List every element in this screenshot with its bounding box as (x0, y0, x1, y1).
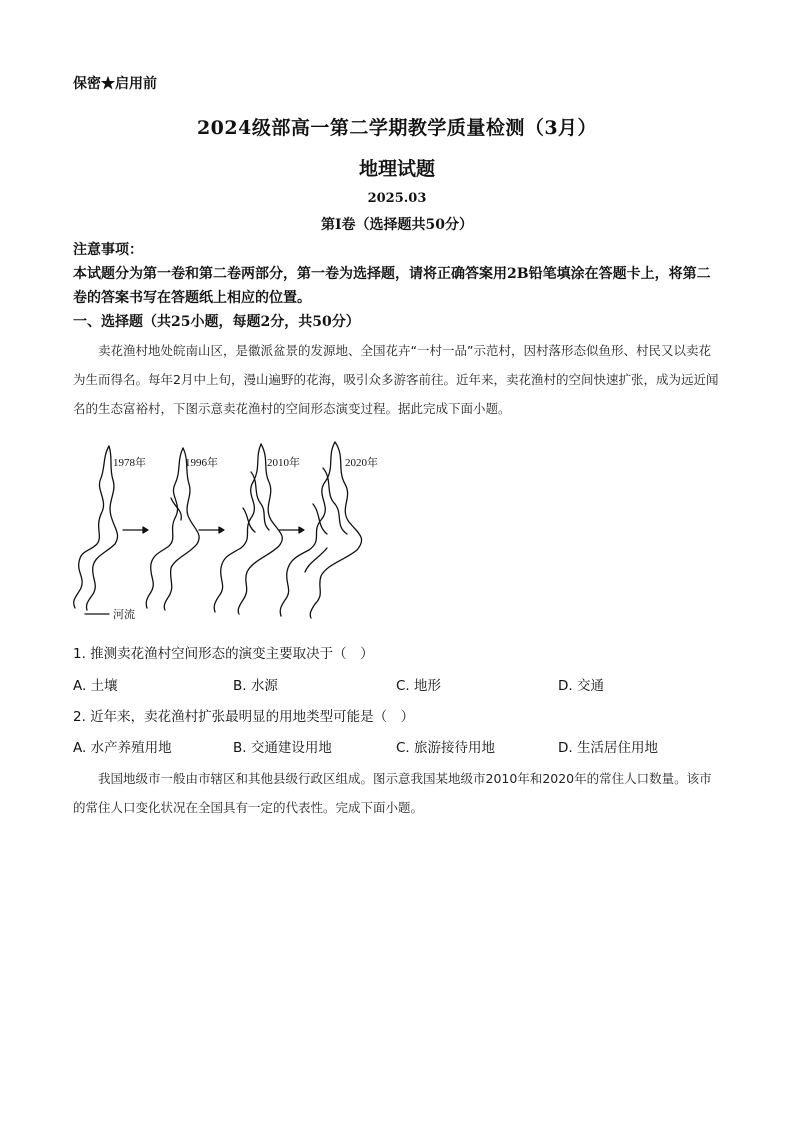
passage-1: 卖花渔村地处皖南山区，是徽派盆景的发源地、全国花卉“一村一品”示范村，因村落形态似鱼形、村民又以卖花为生而得名。每年2月中上旬，漫山遍野的花海，吸引众多游客前往。近年来，卖花渔村的空间快速扩张，成为远近闻名的生态富裕村，下图示意卖花渔村的空间形态演变过程。据此完成下面小题。 (73, 343, 719, 416)
question-1-stem: 1. 推测卖花渔村空间形态的演变主要取决于（ ） (73, 646, 374, 662)
passage-2: 我国地级市一般由市辖区和其他县级行政区组成。图示意我国某地级市2010年和2020年的常住人口数量。该市的常住人口变化状况在全国具有一定的代表性。完成下面小题。 (73, 771, 712, 815)
year-label-2020: 2020年 (345, 457, 378, 469)
village-shape-2010 (214, 444, 282, 614)
q1-option-d[interactable]: D. 交通 (558, 678, 604, 694)
exam-subtitle: 地理试题 (358, 158, 435, 180)
exam-title: 2024级部高一第二学期教学质量检测（3月） (196, 117, 598, 139)
year-label-2010: 2010年 (267, 457, 300, 469)
q1-option-a[interactable]: A. 土壤 (73, 678, 118, 694)
legend-label-river: 河流 (113, 609, 135, 621)
q2-option-d[interactable]: D. 生活居住用地 (558, 740, 658, 756)
q1-option-c[interactable]: C. 地形 (396, 678, 442, 694)
q2-option-a[interactable]: A. 水产养殖用地 (73, 740, 172, 756)
question-2-stem: 2. 近年来，卖花渔村扩张最明显的用地类型可能是（ ） (73, 709, 415, 725)
village-shape-1978 (74, 446, 118, 610)
exam-date: 2025.03 (367, 191, 427, 206)
q1-option-b[interactable]: B. 水源 (233, 678, 278, 694)
part-heading: 第Ⅰ卷（选择题共50分） (320, 217, 474, 233)
notice-heading: 注意事项： (73, 242, 143, 258)
q2-option-b[interactable]: B. 交通建设用地 (233, 740, 332, 756)
year-label-1996: 1996年 (185, 457, 218, 469)
notice-text: 本试题分为第一卷和第二卷两部分，第一卷为选择题，请将正确答案用2B铅笔填涂在答题卡上，将第二卷的答案书写在答题纸上相应的位置。 (73, 266, 711, 306)
village-shape-1996 (146, 448, 199, 610)
confidential-label: 保密★启用前 (73, 76, 157, 92)
section-heading: 一、选择题（共25小题，每题2分，共50分） (73, 314, 360, 330)
q2-option-c[interactable]: C. 旅游接待用地 (396, 740, 496, 756)
year-label-1978: 1978年 (113, 457, 146, 469)
village-evolution-figure (65, 438, 405, 628)
